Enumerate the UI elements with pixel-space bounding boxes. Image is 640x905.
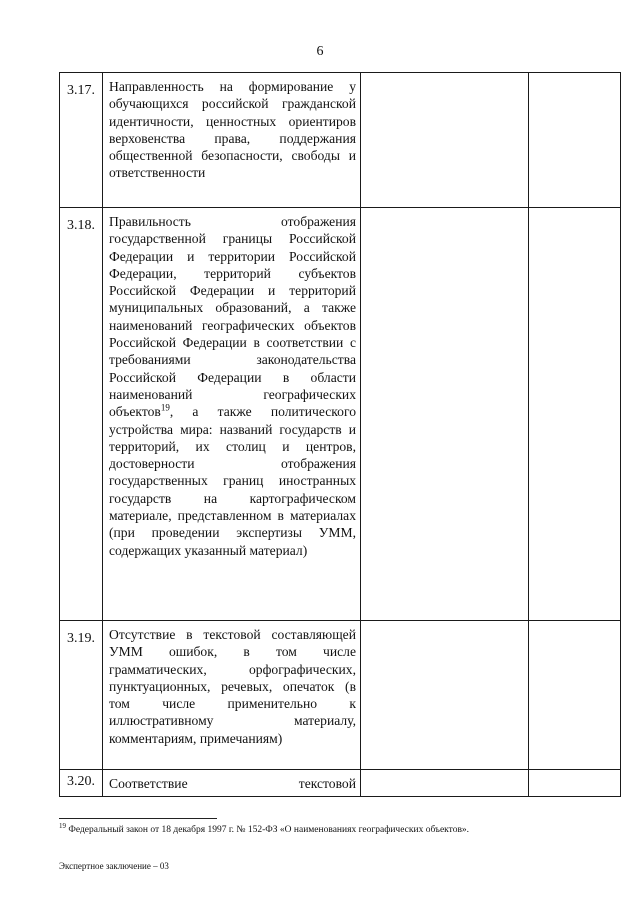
row-number: 3.18. xyxy=(60,208,103,621)
empty-cell xyxy=(529,73,621,208)
footnote-text: Федеральный закон от 18 декабря 1997 г. № 152-ФЗ «О наименованиях географических объектов». xyxy=(66,825,470,835)
page-footer: Экспертное заключение – 03 xyxy=(59,861,169,871)
criterion-text-part: Правильность отображения государственной границы Российской Федерации и территории Российской Федерации, территорий субъектов Российской Федерации и территорий муниципальных образований, а также наименований географических объектов Российской Федерации в соответствии с требованиями законодательства Российской Федерации в области наименований географических объектов xyxy=(109,214,356,420)
empty-cell xyxy=(529,208,621,621)
row-number: 3.19. xyxy=(60,621,103,770)
footnote-number: 19 xyxy=(59,821,66,830)
empty-cell xyxy=(529,621,621,770)
page-number: 6 xyxy=(316,44,324,59)
criterion-text: Отсутствие в текстовой составляющей УММ ошибок, в том числе грамматических, орфографических, пунктуационных, речевых, опечаток (в том числе применительно к иллюстративному материалу, комментариям, примечаниям) xyxy=(103,621,361,770)
row-number: 3.17. xyxy=(60,73,103,208)
criterion-text-part: , а также политического устройства мира: названий государств и территорий, их столиц и центров, достоверности отображения государственных границ иностранных государств на картографическом материале, представленном в материалах (при проведении экспертизы УММ, содержащих указанный материал) xyxy=(109,404,356,558)
empty-cell xyxy=(361,621,529,770)
footnote xyxy=(59,821,619,836)
row-number: 3.20. xyxy=(60,770,103,797)
criteria-table xyxy=(59,72,621,797)
table-row xyxy=(60,208,621,621)
empty-cell xyxy=(529,770,621,797)
criterion-text: Направленность на формирование у обучающихся российской гражданской идентичности, ценностных ориентиров верховенства права, поддержания общественной безопасности, свободы и ответственности xyxy=(103,73,361,208)
table-row xyxy=(60,621,621,770)
footnote-reference: 19 xyxy=(160,402,170,413)
criterion-text xyxy=(103,208,361,621)
empty-cell xyxy=(361,73,529,208)
table-row xyxy=(60,770,621,797)
empty-cell xyxy=(361,208,529,621)
empty-cell xyxy=(361,770,529,797)
criterion-text: Соответствие текстовой xyxy=(103,770,361,797)
footnote-divider xyxy=(59,818,217,819)
table-row xyxy=(60,73,621,208)
